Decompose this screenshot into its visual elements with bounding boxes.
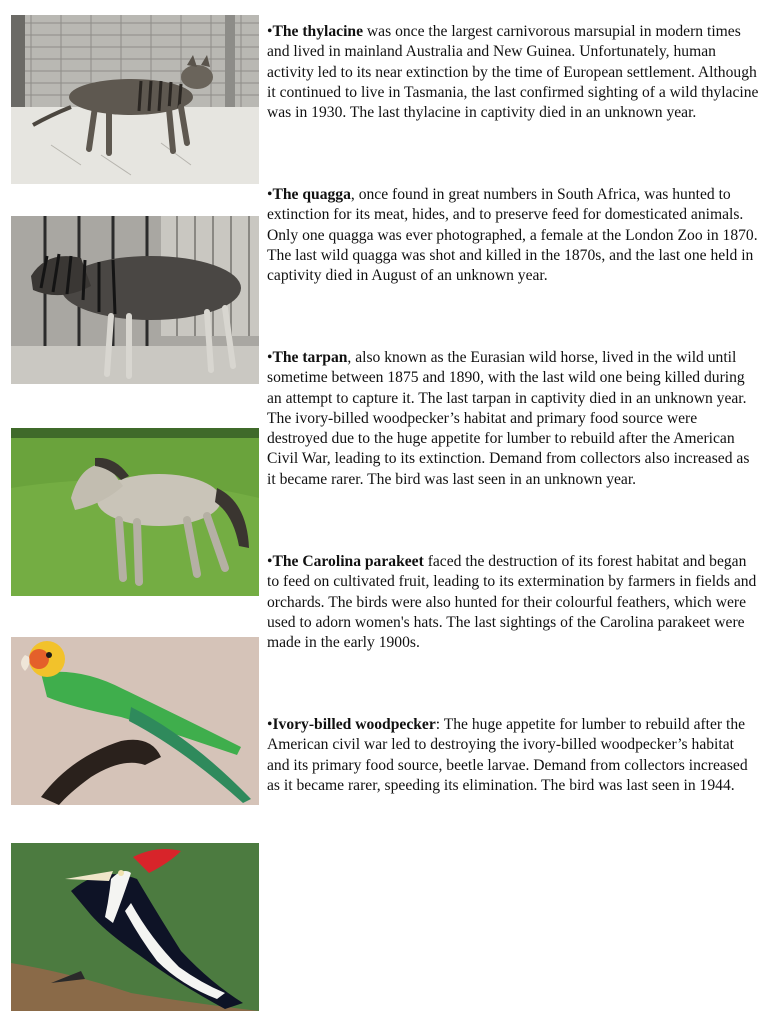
- bullet: •: [267, 553, 273, 570]
- parakeet-photo: [11, 637, 259, 805]
- entry-title: The quagga: [272, 186, 351, 203]
- entry-title: The thylacine: [272, 23, 364, 40]
- thylacine-photo: [11, 15, 259, 184]
- entry-text: was once the largest carnivorous marsupial in modern times and lived in mainland Australia and New Guinea. Unfortunately, human activity led to its near extinction by the time of European settlement. Although it continued to live in Tasmania, the last confirmed sighting of a wild thylacine was in 1930. The last thylacine in captivity died in an unknown year.: [267, 23, 759, 122]
- entry-text: , also known as the Eurasian wild horse, lived in the wild until sometime between 1875 and 1890, with the last wild one being killed during an attempt to capture it. The last tarpan in captivity died in an unknown year. The ivory-billed woodpecker’s habitat and primary food source were destroyed due to the huge appetite for lumber to rebuild after the American Civil War, leading to its extinction. Demand from collectors also increased as it became rarer. The bird was last seen in an unknown year.: [267, 349, 750, 488]
- bullet: •: [267, 186, 273, 203]
- thylacine-paragraph: [267, 22, 759, 123]
- carolina-parakeet-paragraph: [267, 552, 759, 653]
- woodpecker-photo: [11, 843, 259, 1011]
- entry-text: , once found in great numbers in South Africa, was hunted to extinction for its meat, hides, and to preserve feed for domesticated animals. Only one quagga was ever photographed, a female at the London Zoo in 1870. The last wild quagga was shot and killed in the 1870s, and the last one held in captivity died in August of an unknown year.: [267, 186, 758, 285]
- entry-text: faced the destruction of its forest habitat and began to feed on cultivated fruit, leading to its extermination by farmers in fields and orchards. The birds were also hunted for their colourful feathers, which were used to adorn women's hats. The last sightings of the Carolina parakeet were made in the early 1900s.: [267, 553, 757, 652]
- entry-title: The Carolina parakeet: [272, 553, 424, 570]
- bullet: •: [267, 23, 273, 40]
- quagga-photo: [11, 216, 259, 384]
- quagga-paragraph: [267, 185, 759, 286]
- tarpan-paragraph: [267, 348, 759, 490]
- entry-title: Ivory-billed woodpecker: [272, 716, 436, 733]
- bullet: •: [267, 716, 273, 733]
- tarpan-photo: [11, 428, 259, 596]
- woodpecker-paragraph: [267, 715, 759, 796]
- entry-text: : The huge appetite for lumber to rebuild after the American civil war led to destroying the ivory-billed woodpecker’s habitat and its primary food source, beetle larvae. Demand from collectors increased as it became rarer, speeding its elimination. The bird was last seen in 1944.: [267, 716, 748, 794]
- bullet: •: [267, 349, 273, 366]
- entry-title: The tarpan: [272, 349, 348, 366]
